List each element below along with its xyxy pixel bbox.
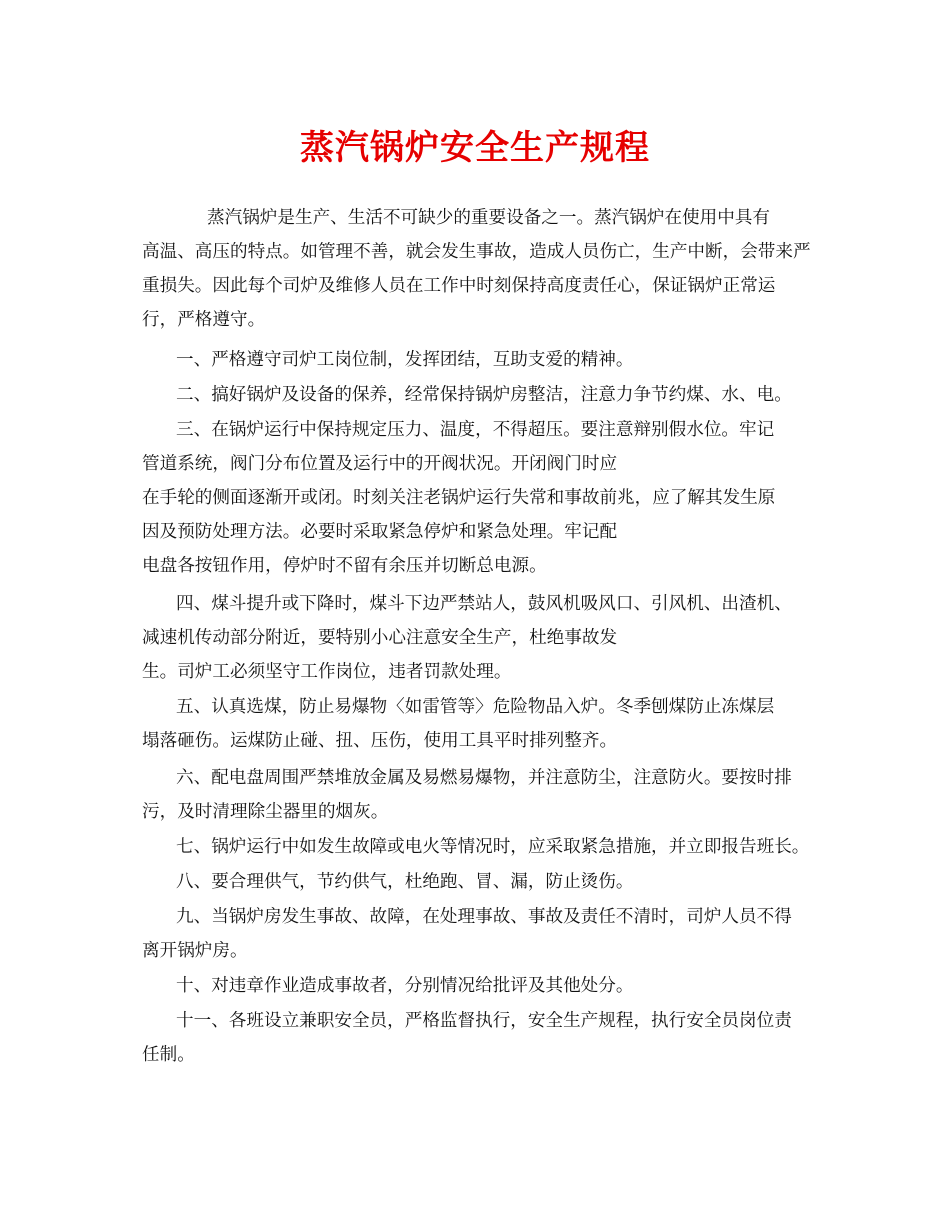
paragraph-line: 十、对违章作业造成事故者，分别情况给批评及其他处分。 <box>176 976 634 996</box>
paragraph-line: 生。司炉工必须坚守工作岗位，违者罚款处理。 <box>142 662 512 682</box>
paragraph-line: 蒸汽锅炉是生产、生活不可缺少的重要设备之一。蒸汽锅炉在使用中具有 <box>207 208 771 228</box>
paragraph-line: 在手轮的侧面逐渐开或闭。时刻关注老锅炉运行失常和事故前兆，应了解其发生原 <box>142 488 776 508</box>
paragraph-line: 行，严格遵守。 <box>142 310 266 330</box>
paragraph-line: 重损失。因此每个司炉及维修人员在工作中时刻保持高度责任心，保证锅炉正常运 <box>142 276 776 296</box>
paragraph-line: 高温、高压的特点。如管理不善，就会发生事故，造成人员伤亡，生产中断，会带来严 <box>142 242 811 262</box>
paragraph-line: 四、煤斗提升或下降时，煤斗下边严禁站人，鼓风机吸风口、引风机、出渣机、 <box>176 594 792 614</box>
paragraph-line: 离开锅炉房。 <box>142 941 248 961</box>
paragraph-line: 八、要合理供气，节约供气，杜绝跑、冒、漏，防止烫伤。 <box>176 872 634 892</box>
paragraph-line: 因及预防处理方法。必要时采取紧急停炉和紧急处理。牢记配 <box>142 522 618 542</box>
paragraph-line: 五、认真选煤，防止易爆物〈如雷管等〉危险物品入炉。冬季刨煤防止冻煤层 <box>176 697 775 717</box>
paragraph-line: 污，及时清理除尘器里的烟灰。 <box>142 802 389 822</box>
paragraph-line: 管道系统，阀门分布位置及运行中的开阀状况。开闭阀门时应 <box>142 454 618 474</box>
paragraph-line: 减速机传动部分附近，要特别小心注意安全生产，杜绝事故发 <box>142 628 618 648</box>
paragraph-line: 九、当锅炉房发生事故、故障，在处理事故、事故及责任不清时，司炉人员不得 <box>176 907 792 927</box>
paragraph-line: 十一、各班设立兼职安全员，严格监督执行，安全生产规程，执行安全员岗位责 <box>176 1011 792 1031</box>
paragraph-line: 六、配电盘周围严禁堆放金属及易燃易爆物，并注意防尘，注意防火。要按时排 <box>176 768 792 788</box>
paragraph-line: 三、在锅炉运行中保持规定压力、温度，不得超压。要注意辩别假水位。牢记 <box>176 420 775 440</box>
paragraph-line: 任制。 <box>142 1045 195 1065</box>
paragraph-line: 塌落砸伤。运煤防止碰、扭、压伤，使用工具平时排列整齐。 <box>142 731 618 751</box>
paragraph-line: 二、搞好锅炉及设备的保养，经常保持锅炉房整洁，注意力争节约煤、水、电。 <box>176 385 792 405</box>
document-title: 蒸汽锅炉安全生产规程 <box>300 128 650 168</box>
paragraph-line: 一、严格遵守司炉工岗位制，发挥团结，互助支爱的精神。 <box>176 350 634 370</box>
paragraph-line: 七、锅炉运行中如发生故障或电火等情况时，应采取紧急措施，并立即报告班长。 <box>176 837 810 857</box>
paragraph-line: 电盘各按钮作用，停炉时不留有余压并切断总电源。 <box>142 556 547 576</box>
